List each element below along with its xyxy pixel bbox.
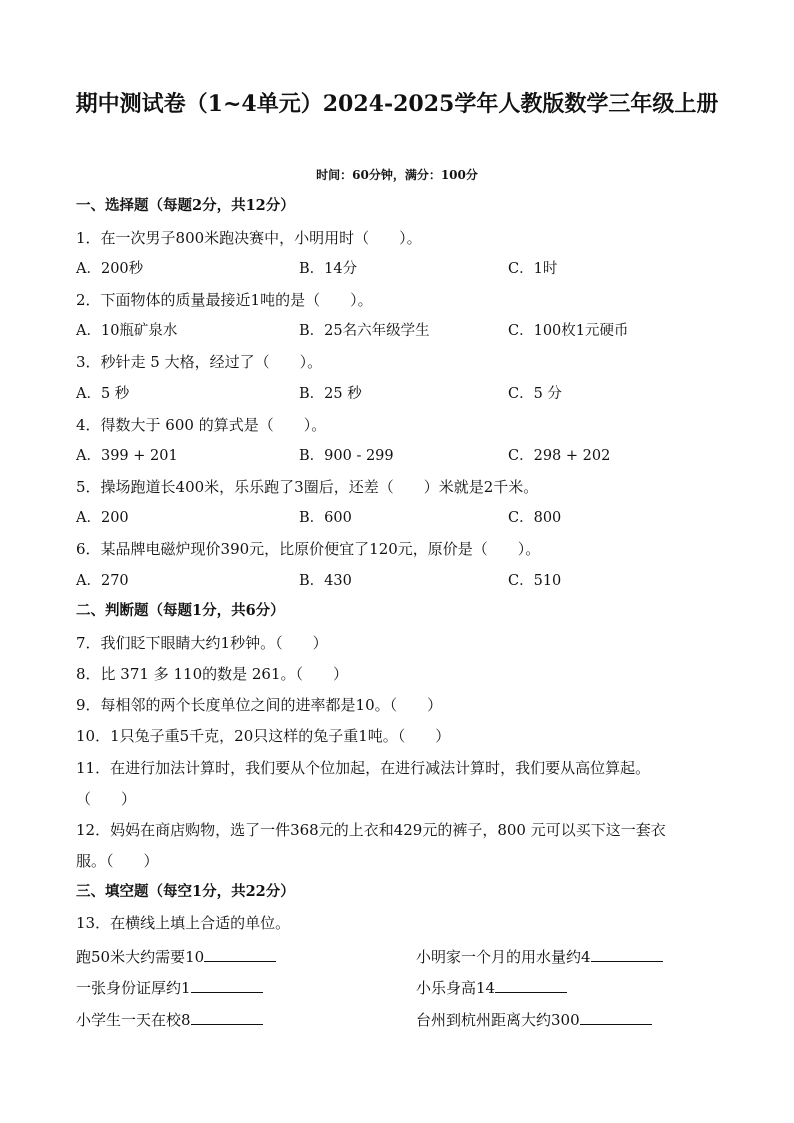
blank-item: 台州到杭州距离大约300 [416, 1008, 652, 1030]
q3-option-c: C．5 分 [508, 386, 562, 402]
q4-option-c: C．298 + 202 [508, 448, 611, 464]
question-12: 12．妈妈在商店购物，选了一件368元的上衣和429元的裤子，800 元可以买下这一套衣 [76, 821, 666, 839]
blank-item: 小学生一天在校8 [76, 1008, 263, 1030]
q5-option-c: C．800 [508, 510, 562, 526]
section-heading-choice: 一、选择题（每题2分，共12分） [76, 197, 295, 214]
section-heading-fill: 三、填空题（每空1分，共22分） [76, 883, 295, 900]
answer-blank[interactable] [191, 976, 263, 993]
q2-option-a: A．10瓶矿泉水 [76, 323, 178, 339]
question-11: 11．在进行加法计算时，我们要从个位加起，在进行减法计算时，我们要从高位算起。 [76, 759, 651, 777]
q1-option-c: C．1时 [508, 261, 558, 277]
blank-item: 一张身份证厚约1 [76, 976, 263, 998]
q1-option-a: A．200秒 [76, 261, 144, 277]
answer-blank[interactable] [495, 976, 567, 993]
q5-option-a: A．200 [76, 510, 129, 526]
question-11-answer: （ ） [76, 790, 137, 808]
question-6: 6．某品牌电磁炉现价390元，比原价便宜了120元，原价是（ ）。 [76, 540, 541, 558]
question-13: 13．在横线上填上合适的单位。 [76, 914, 291, 932]
answer-blank[interactable] [191, 1008, 263, 1025]
question-3: 3．秒针走 5 大格，经过了（ ）。 [76, 353, 323, 371]
q3-option-a: A．5 秒 [76, 386, 130, 402]
q3-option-b: B．25 秒 [299, 386, 362, 402]
question-7: 7．我们眨下眼睛大约1秒钟。（ ） [76, 634, 328, 652]
question-1: 1．在一次男子800米跑决赛中，小明用时（ ）。 [76, 229, 422, 247]
exam-subtitle: 时间：60分钟，满分：100分 [316, 168, 478, 182]
q6-option-c: C．510 [508, 573, 562, 589]
q2-option-c: C．100枚1元硬币 [508, 323, 629, 339]
question-4: 4．得数大于 600 的算式是（ ）。 [76, 416, 327, 434]
exam-title: 期中测试卷（1~4单元）2024-2025学年人教版数学三年级上册 [75, 91, 719, 117]
q2-option-b: B．25名六年级学生 [299, 323, 430, 339]
question-2: 2．下面物体的质量最接近1吨的是（ ）。 [76, 291, 373, 309]
section-heading-judge: 二、判断题（每题1分，共6分） [76, 602, 285, 619]
blank-item: 跑50米大约需要10 [76, 945, 276, 967]
q1-option-b: B．14分 [299, 261, 358, 277]
question-10: 10．1只兔子重5千克，20只这样的兔子重1吨。（ ） [76, 727, 451, 745]
answer-blank[interactable] [591, 945, 663, 962]
q4-option-b: B．900 - 299 [299, 448, 394, 464]
blank-item: 小乐身高14 [416, 976, 567, 998]
q4-option-a: A．399 + 201 [76, 448, 178, 464]
question-9: 9．每相邻的两个长度单位之间的进率都是10。（ ） [76, 696, 443, 714]
question-5: 5．操场跑道长400米，乐乐跑了3圈后，还差（ ）米就是2千米。 [76, 478, 539, 496]
q6-option-a: A．270 [76, 573, 129, 589]
blank-item: 小明家一个月的用水量约4 [416, 945, 663, 967]
answer-blank[interactable] [204, 945, 276, 962]
q5-option-b: B．600 [299, 510, 352, 526]
answer-blank[interactable] [580, 1008, 652, 1025]
question-8: 8．比 371 多 110的数是 261。（ ） [76, 665, 349, 683]
question-12-cont: 服。（ ） [76, 852, 159, 870]
q6-option-b: B．430 [299, 573, 352, 589]
